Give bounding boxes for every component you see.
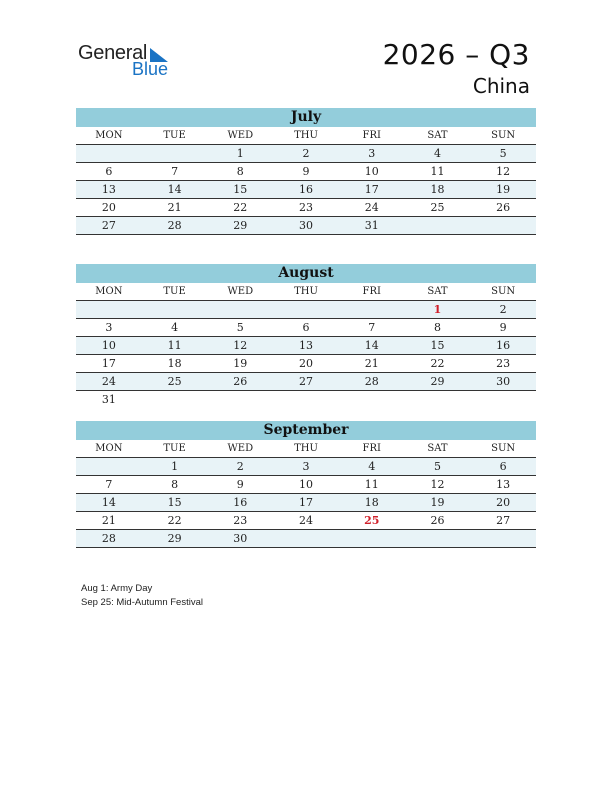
weekday-label: SUN <box>491 286 516 297</box>
day-cell: 11 <box>364 478 379 491</box>
day-cell: 19 <box>496 183 511 196</box>
weekday-label: THU <box>294 286 318 297</box>
weekday-label: MON <box>95 130 123 141</box>
weekday-label: SUN <box>491 130 516 141</box>
day-cell: 28 <box>101 532 116 545</box>
month-july <box>76 108 536 235</box>
day-cell: 6 <box>499 460 507 473</box>
page-title: 2026 – Q3 <box>382 38 530 71</box>
day-cell: 17 <box>364 183 379 196</box>
day-cell: 14 <box>101 496 116 509</box>
day-cell <box>339 301 405 318</box>
weekday-label: MON <box>95 443 123 454</box>
week-row <box>76 494 536 512</box>
day-cell <box>76 145 142 162</box>
day-cell: 26 <box>233 375 248 388</box>
day-cell: 24 <box>299 514 314 527</box>
country-label: China <box>472 74 530 98</box>
day-cell: 9 <box>236 478 244 491</box>
day-cell: 18 <box>430 183 445 196</box>
day-cell: 14 <box>364 339 379 352</box>
day-cell: 21 <box>364 357 379 370</box>
day-cell: 20 <box>496 496 511 509</box>
day-cell: 11 <box>167 339 182 352</box>
day-cell: 12 <box>496 165 511 178</box>
day-cell: 12 <box>233 339 248 352</box>
day-cell: 16 <box>299 183 314 196</box>
week-row <box>76 458 536 476</box>
day-cell: 17 <box>299 496 314 509</box>
day-cell: 29 <box>233 219 248 232</box>
day-cell: 20 <box>299 357 314 370</box>
day-cell <box>207 301 273 318</box>
day-cell: 22 <box>233 201 248 214</box>
day-cell: 27 <box>496 514 511 527</box>
day-cell: 6 <box>105 165 113 178</box>
day-cell: 15 <box>233 183 248 196</box>
week-row <box>76 530 536 548</box>
day-cell: 25 <box>167 375 182 388</box>
day-cell: 14 <box>167 183 182 196</box>
weekday-label: THU <box>294 443 318 454</box>
week-row <box>76 337 536 355</box>
day-cell: 9 <box>499 321 507 334</box>
week-row <box>76 373 536 391</box>
day-cell: 1 <box>236 147 244 160</box>
day-cell <box>76 301 142 318</box>
day-cell <box>470 530 536 547</box>
day-cell: 16 <box>496 339 511 352</box>
day-cell: 5 <box>499 147 507 160</box>
day-cell: 25 <box>364 514 380 527</box>
weekday-label: SAT <box>427 286 448 297</box>
day-cell: 29 <box>430 375 445 388</box>
month-september <box>76 421 536 548</box>
month-august <box>76 264 536 408</box>
weekday-label: SUN <box>491 443 516 454</box>
day-cell: 10 <box>101 339 116 352</box>
week-row <box>76 181 536 199</box>
day-cell: 27 <box>299 375 314 388</box>
day-cell: 19 <box>233 357 248 370</box>
week-row <box>76 512 536 530</box>
weekday-label: SAT <box>427 130 448 141</box>
day-cell <box>142 391 208 408</box>
day-cell: 31 <box>101 393 116 406</box>
week-row <box>76 199 536 217</box>
weekday-label: WED <box>227 286 254 297</box>
day-cell: 3 <box>302 460 310 473</box>
holiday-note: Sep 25: Mid-Autumn Festival <box>81 597 203 608</box>
logo <box>78 42 178 82</box>
holiday-note: Aug 1: Army Day <box>81 583 153 594</box>
day-cell: 8 <box>433 321 441 334</box>
day-cell: 28 <box>364 375 379 388</box>
holiday-notes <box>81 582 203 610</box>
day-cell: 8 <box>171 478 179 491</box>
day-cell: 22 <box>430 357 445 370</box>
day-cell: 28 <box>167 219 182 232</box>
day-cell: 24 <box>364 201 379 214</box>
weekday-label: THU <box>294 130 318 141</box>
weekday-header-row <box>76 127 536 145</box>
day-cell: 9 <box>302 165 310 178</box>
logo-general-text: General <box>78 42 148 64</box>
day-cell: 18 <box>167 357 182 370</box>
day-cell: 2 <box>302 147 310 160</box>
day-cell: 23 <box>299 201 314 214</box>
day-cell: 17 <box>101 357 116 370</box>
logo-blue-text: Blue <box>132 59 169 79</box>
day-cell: 26 <box>496 201 511 214</box>
day-cell: 29 <box>167 532 182 545</box>
day-cell: 21 <box>101 514 116 527</box>
day-cell: 22 <box>167 514 182 527</box>
day-cell: 4 <box>368 460 376 473</box>
day-cell: 30 <box>299 219 314 232</box>
weekday-header-row <box>76 440 536 458</box>
weekday-label: TUE <box>163 286 186 297</box>
day-cell <box>339 391 405 408</box>
day-cell: 10 <box>364 165 379 178</box>
weekday-label: TUE <box>163 130 186 141</box>
day-cell: 5 <box>236 321 244 334</box>
day-cell: 7 <box>368 321 376 334</box>
day-cell: 6 <box>302 321 310 334</box>
day-cell <box>142 145 208 162</box>
day-cell <box>470 391 536 408</box>
month-title: July <box>76 108 536 127</box>
weekday-header-row <box>76 283 536 301</box>
day-cell: 18 <box>364 496 379 509</box>
day-cell: 11 <box>430 165 445 178</box>
day-cell: 7 <box>171 165 179 178</box>
day-cell: 2 <box>499 303 507 316</box>
day-cell: 13 <box>299 339 314 352</box>
day-cell <box>273 391 339 408</box>
day-cell: 3 <box>105 321 113 334</box>
day-cell <box>273 301 339 318</box>
day-cell <box>76 458 142 475</box>
month-title: August <box>76 264 536 283</box>
day-cell: 5 <box>433 460 441 473</box>
day-cell <box>273 530 339 547</box>
weekday-label: MON <box>95 286 123 297</box>
day-cell: 23 <box>496 357 511 370</box>
day-cell <box>405 530 471 547</box>
day-cell <box>405 391 471 408</box>
day-cell: 4 <box>433 147 441 160</box>
day-cell: 31 <box>364 219 379 232</box>
day-cell <box>470 217 536 234</box>
day-cell <box>142 301 208 318</box>
day-cell: 4 <box>171 321 179 334</box>
week-row <box>76 145 536 163</box>
day-cell: 24 <box>101 375 116 388</box>
weekday-label: FRI <box>362 286 381 297</box>
month-title: September <box>76 421 536 440</box>
day-cell: 2 <box>236 460 244 473</box>
day-cell: 19 <box>430 496 445 509</box>
day-cell <box>405 217 471 234</box>
day-cell: 16 <box>233 496 248 509</box>
weekday-label: TUE <box>163 443 186 454</box>
day-cell: 1 <box>433 303 442 316</box>
week-row <box>76 355 536 373</box>
week-row <box>76 319 536 337</box>
day-cell: 26 <box>430 514 445 527</box>
day-cell: 25 <box>430 201 445 214</box>
weekday-label: FRI <box>362 443 381 454</box>
day-cell: 13 <box>496 478 511 491</box>
day-cell: 7 <box>105 478 113 491</box>
day-cell: 15 <box>167 496 182 509</box>
day-cell <box>339 530 405 547</box>
weekday-label: FRI <box>362 130 381 141</box>
day-cell: 1 <box>171 460 179 473</box>
week-row <box>76 476 536 494</box>
weekday-label: WED <box>227 443 254 454</box>
weekday-label: WED <box>227 130 254 141</box>
day-cell: 20 <box>101 201 116 214</box>
day-cell: 3 <box>368 147 376 160</box>
week-row <box>76 391 536 408</box>
day-cell: 30 <box>233 532 248 545</box>
day-cell: 21 <box>167 201 182 214</box>
day-cell: 10 <box>299 478 314 491</box>
day-cell <box>207 391 273 408</box>
day-cell: 23 <box>233 514 248 527</box>
day-cell: 27 <box>101 219 116 232</box>
week-row <box>76 217 536 235</box>
day-cell: 8 <box>236 165 244 178</box>
day-cell: 15 <box>430 339 445 352</box>
day-cell: 30 <box>496 375 511 388</box>
day-cell: 13 <box>101 183 116 196</box>
day-cell: 12 <box>430 478 445 491</box>
week-row <box>76 163 536 181</box>
week-row <box>76 301 536 319</box>
weekday-label: SAT <box>427 443 448 454</box>
